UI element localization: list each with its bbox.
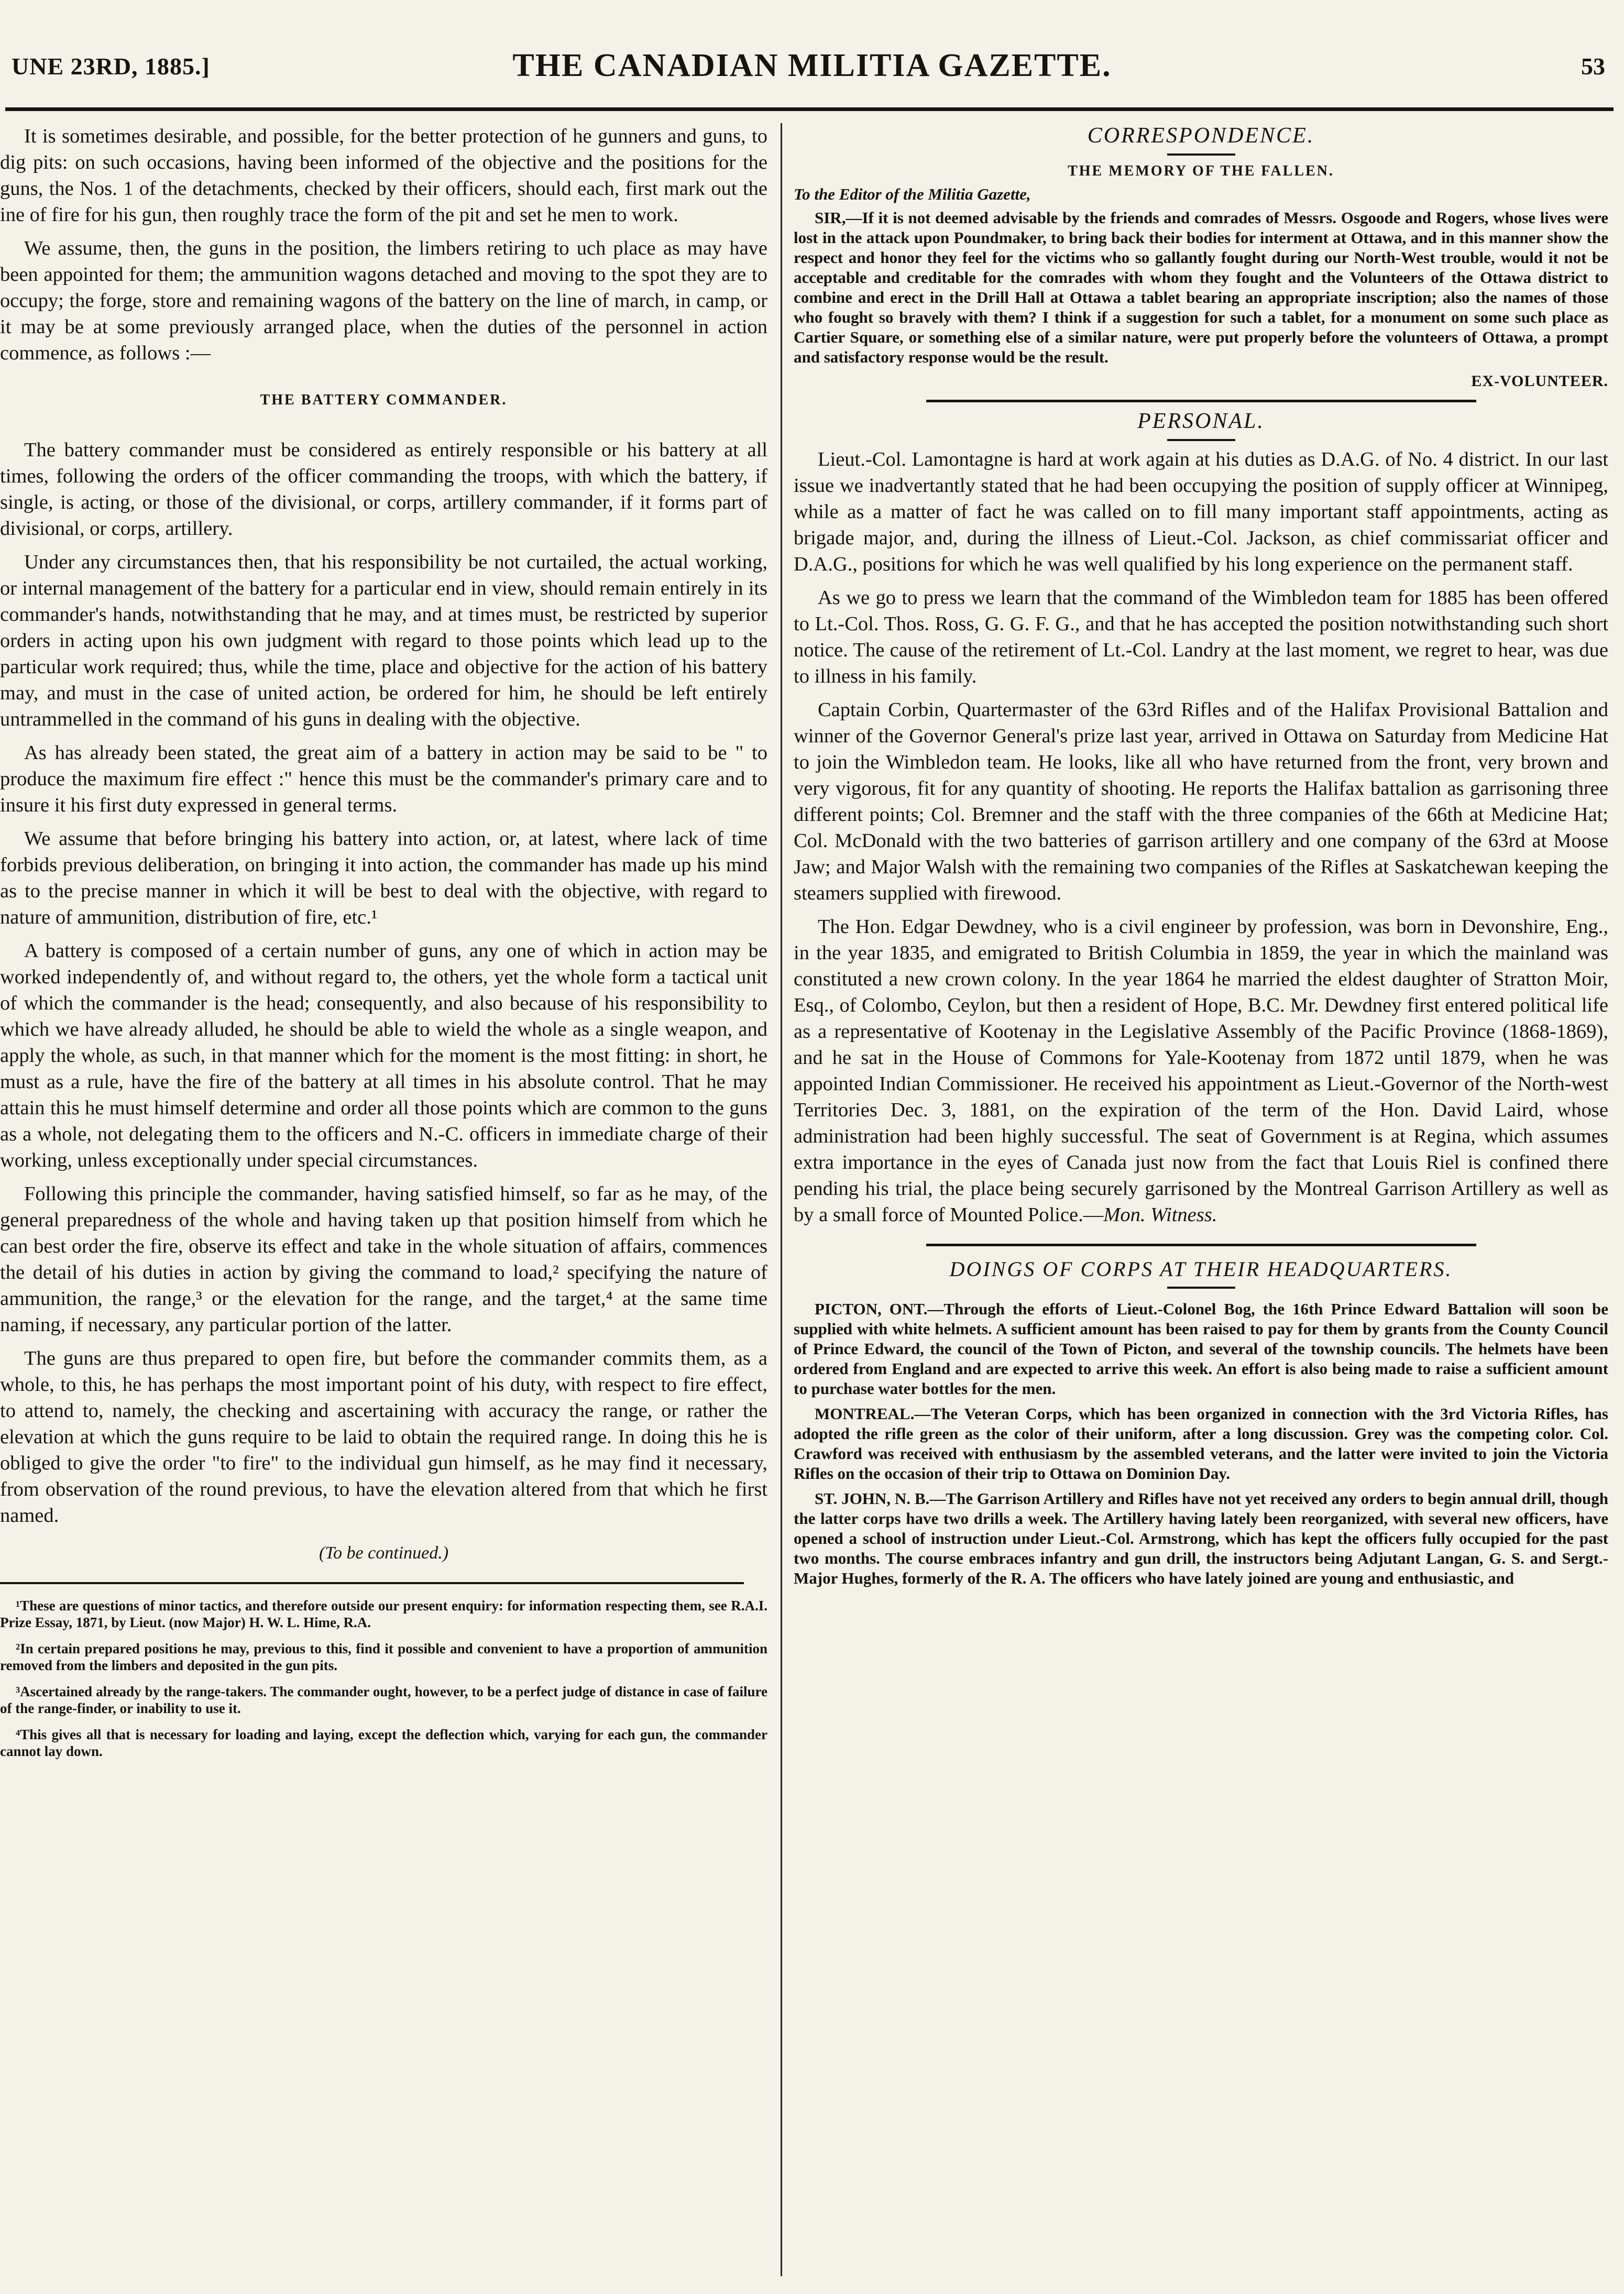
- masthead-rule: [5, 107, 1614, 111]
- section-rule: [926, 400, 1476, 402]
- paragraph: Lieut.-Col. Lamontagne is hard at work again at his duties as D.A.G. of No. 4 district. In our last issue we inadvertantly stated that he had been occupying the position of supply officer at Winnipeg, while as a matter of fact he was called on to fill many important staff appointments, acting as brigade major, and, during the illness of Lieut.-Col. Jackson, as chief commissariat officer and D.A.G., positions for which he was well qualified by his long experience on the permanent staff.: [794, 448, 1608, 575]
- section-heading-doings: DOINGS OF CORPS AT THEIR HEADQUARTERS.: [949, 1257, 1453, 1281]
- section-heading-personal: PERSONAL.: [1137, 409, 1265, 433]
- paragraph: As has already been stated, the great aim of a battery in action may be said to be " to produce the maximum fire effect :" hence this must be the commander's primary care and to insure it his first duty expressed in general terms.: [0, 742, 767, 816]
- letter-body: SIR,—If it is not deemed advisable by the friends and comrades of Messrs. Osgoode and Rogers, whose lives were lost in the attack upon Poundmaker, to bring back their bodies for interment at Ottawa, and in this manner show the respect and honor they feel for the victims who so gallantly fought during our North-West trouble, would it not be acceptable and creditable for the comrades with whom they fought and the Volunteers of the Ottawa district to combine and erect in the Drill Hall at Ottawa a tablet bearing an appropriate inscription; also the names of those who fought so bravely with them? I think if a suggestion for such a tablet, for a monument on some such place as Cartier Square, or something else of a similar nature, were put properly before the volunteers of Ottawa, a prompt and satisfactory response would be the result.: [794, 208, 1608, 366]
- paragraph: As we go to press we learn that the command of the Wimbledon team for 1885 has been offered to Lt.-Col. Thos. Ross, G. G. F. G., and that he has accepted the position notwithstanding such short notice. The cause of the retirement of Lt.-Col. Landry at the last moment, we regret to hear, was due to illness in his family.: [794, 587, 1608, 687]
- paragraph: PICTON, ONT.—Through the efforts of Lieut.-Colonel Bog, the 16th Prince Edward Battalion will soon be supplied with white helmets. A sufficient amount has been raised to pay for them by grants from the County Council of Prince Edward, the council of the Town of Picton, and several of the township councils. The helmets have been ordered from England and are expected to arrive this week. An effort is also being made to raise a sufficient amount to purchase water bottles for the men.: [794, 1300, 1608, 1398]
- footnote: ²In certain prepared positions he may, previous to this, find it possible and convenient to have a proportion of ammunition removed from the limbers and deposited in the gun pits.: [0, 1641, 767, 1673]
- paragraph: MONTREAL.—The Veteran Corps, which has been organized in connection with the 3rd Victoria Rifles, has adopted the rifle green as the color of their uniform, after a long discussion. Grey was the competing color. Col. Crawford was received with enthusiasm by the assembled veterans, and the latter were invited to join the Victoria Rifles on the occasion of their trip to Ottawa on Dominion Day.: [794, 1404, 1608, 1483]
- paragraph: It is sometimes desirable, and possible, for the better protection of he gunners and guns, to dig pits: on such occasions, having been informed of the objective and the positions for the guns, the Nos. 1 of the detachments, checked by their officers, should each, first mark out the ine of fire for his gun, then roughly trace the form of the pit and set he men to work.: [0, 125, 767, 226]
- paragraph: The guns are thus prepared to open fire, but before the commander commits them, as a whole, to this, he has perhaps the most important point of his duty, with respect to fire effect, to attend to, namely, the checking and ascertaining with accuracy the range, or rather the elevation at which the guns require to be laid to obtain the required range. In doing this he is obliged to give the order "to fire" to the individual gun himself, as he may find it necessary, from observation of the round previous, to have the elevation altered from that which he first named.: [0, 1347, 767, 1527]
- paragraph: A battery is composed of a certain number of guns, any one of which in action may be worked independently of, and without regard to, the others, yet the whole form a tactical unit of which the commander is the head; consequently, and also because of his responsibility to which we have already alluded, he should be able to wield the whole as a single weapon, and apply the whole, as such, in that manner which for the moment is the most fitting: in short, he must as a rule, have the fire of the battery at all times in his absolute control. That he may attain this he must himself determine and order all those points which are common to the guns as a whole, not delegating them to the officers and N.-C. officers in immediate charge of their working, unless exceptionally under special circumstances.: [0, 940, 767, 1171]
- doings-section: [794, 1299, 1608, 1588]
- letter-address: To the Editor of the Militia Gazette,: [794, 185, 1031, 203]
- paragraph: ST. JOHN, N. B.—The Garrison Artillery and Rifles have not yet received any orders to begin annual drill, though the latter corps have two drills a week. The Artillery having lately been reorganized, with several new officers, have opened a school of instruction under Lieut.-Col. Armstrong, which has kept the officers fully occupied for the past two months. The course embraces infantry and gun drill, the instructors being Adjutant Langan, G. S. and Sergt.-Major Hughes, formerly of the R. A. The officers who have lately joined are young and enthusiastic, and: [794, 1489, 1608, 1587]
- personal-section: [794, 446, 1608, 1228]
- letter: [794, 208, 1608, 367]
- paragraph-text: The Hon. Edgar Dewdney, who is a civil engineer by profession, was born in Devonshire, Eng., in the year 1835, and emigrated to British Columbia in 1859, the year in which the mainland was constituted a new crown colony. In the year 1864 he married the eldest daughter of Stratton Moir, Esq., of Colombo, Ceylon, but then a resident of Hope, B.C. Mr. Dewdney first entered political life as a representative of Kootenay in the Legislative Assembly of the Pacific Province (1868-1869), and he sat in the House of Commons for Yale-Kootenay from 1872 until 1879, when he was appointed Indian Commissioner. He received his appointment as Lieut.-Governor of the North-west Territories Dec. 3, 1881, on the expiration of the term of the Hon. David Laird, whose administration had been highly successful. The seat of Government is at Regina, which assumes extra importance in the eyes of Canada just now from the fact that Louis Riel is confined there pending his trial, the place being securely garrisoned by the Montreal Garrison Artillery as well as by a small force of Mounted Police.—: [794, 916, 1608, 1226]
- masthead: [0, 47, 1624, 105]
- section-heading-correspondence: CORRESPONDENCE.: [1087, 124, 1315, 148]
- footnote: ³Ascertained already by the range-takers. The commander ought, however, to be a perfect judge of distance in case of failure of the range-finder, or inability to use it.: [0, 1684, 767, 1716]
- column-divider: [781, 123, 782, 2276]
- newspaper-title: THE CANADIAN MILITIA GAZETTE.: [512, 48, 1112, 83]
- paragraph: [794, 914, 1608, 1228]
- left-column: [0, 123, 767, 2276]
- rule: [1167, 1287, 1235, 1289]
- letter-title: THE MEMORY OF THE FALLEN.: [1068, 163, 1334, 179]
- rule: [1167, 153, 1235, 156]
- footnote: ⁴This gives all that is necessary for loading and laying, except the deflection which, varying for each gun, the commander cannot lay down.: [0, 1727, 767, 1759]
- issue-date: UNE 23RD, 1885.]: [12, 53, 210, 80]
- letter-signature: EX-VOLUNTEER.: [1471, 372, 1608, 390]
- paragraph: We assume that before bringing his battery into action, or, at latest, where lack of time forbids previous deliberation, on bringing it into action, the commander has made up his mind as to the precise manner in which it will be best to deal with the objective, with regard to nature of ammunition, distribution of fire, etc.¹: [0, 828, 767, 928]
- footnotes: [0, 1597, 767, 1760]
- source-credit: Mon. Witness.: [1103, 1204, 1217, 1226]
- paragraph: Under any circumstances then, that his responsibility be not curtailed, the actual working, or internal management of the battery for a particular end in view, should remain entirely in its commander's hands, notwithstanding that he may, and at times must, be restricted by superior orders in acting upon his own judgment with regard to those points which lead up to the particular work required; thus, while the time, place and objective for the action of his battery may, and must in the case of united action, be ordered for him, he should be left entirely untrammelled in the command of his guns in dealing with the objective.: [0, 551, 767, 730]
- right-column: [794, 123, 1608, 2276]
- rule: [1167, 439, 1235, 441]
- subheading-battery-commander: THE BATTERY COMMANDER.: [260, 392, 508, 408]
- section-rule: [926, 1244, 1476, 1246]
- to-be-continued: (To be continued.): [319, 1543, 449, 1563]
- paragraph: Following this principle the commander, having satisfied himself, so far as he may, of the general preparedness of the whole and having taken up that position himself from which he can best order the fire, observe its effect and take in the whole situation of affairs, commences the detail of his duties in action by giving the command to load,² specifying the nature of ammunition, the range,³ or the elevation for the range, and the target,⁴ at the same time naming, if necessary, any particular portion of the latter.: [0, 1183, 767, 1336]
- footnote: ¹These are questions of minor tactics, and therefore outside our present enquiry: for information respecting them, see R.A.I. Prize Essay, 1871, by Lieut. (now Major) H. W. L. Hime, R.A.: [0, 1598, 767, 1630]
- paragraph: Captain Corbin, Quartermaster of the 63rd Rifles and of the Halifax Provisional Battalion and winner of the Governor General's prize last year, arrived in Ottawa on Saturday from Medicine Hat to join the Wimbledon team. He looks, like all who have returned from the front, very brown and very vigorous, fit for any quantity of shooting. He reports the Halifax battalion as garrisoning three different points; Col. Bremner and the staff with the three companies of the 66th at Medicine Hat; Col. McDonald with the two batteries of garrison artillery and one company of the 63rd at Moose Jaw; and Major Walsh with the remaining two companies of the Rifles at Saskatchewan keeping the steamers supplied with firewood.: [794, 699, 1608, 904]
- footnote-rule: [0, 1582, 744, 1584]
- paragraph: We assume, then, the guns in the position, the limbers retiring to uch place as may have been appointed for them; the ammunition wagons detached and moving to the spot they are to occupy; the forge, store and remaining wagons of the battery on the line of march, in camp, or it may be at some previously arranged place, when the duties of the personnel in action commence, as follows :—: [0, 237, 767, 364]
- article-artillery: [0, 123, 767, 1566]
- paragraph: The battery commander must be considered as entirely responsible or his battery at all times, following the orders of the officer commanding the troops, with which the battery, if single, is acting, or those of the divisional, or corps, artillery commander, if it forms part of divisional, or corps, artillery.: [0, 439, 767, 540]
- page-number: 53: [1581, 53, 1605, 80]
